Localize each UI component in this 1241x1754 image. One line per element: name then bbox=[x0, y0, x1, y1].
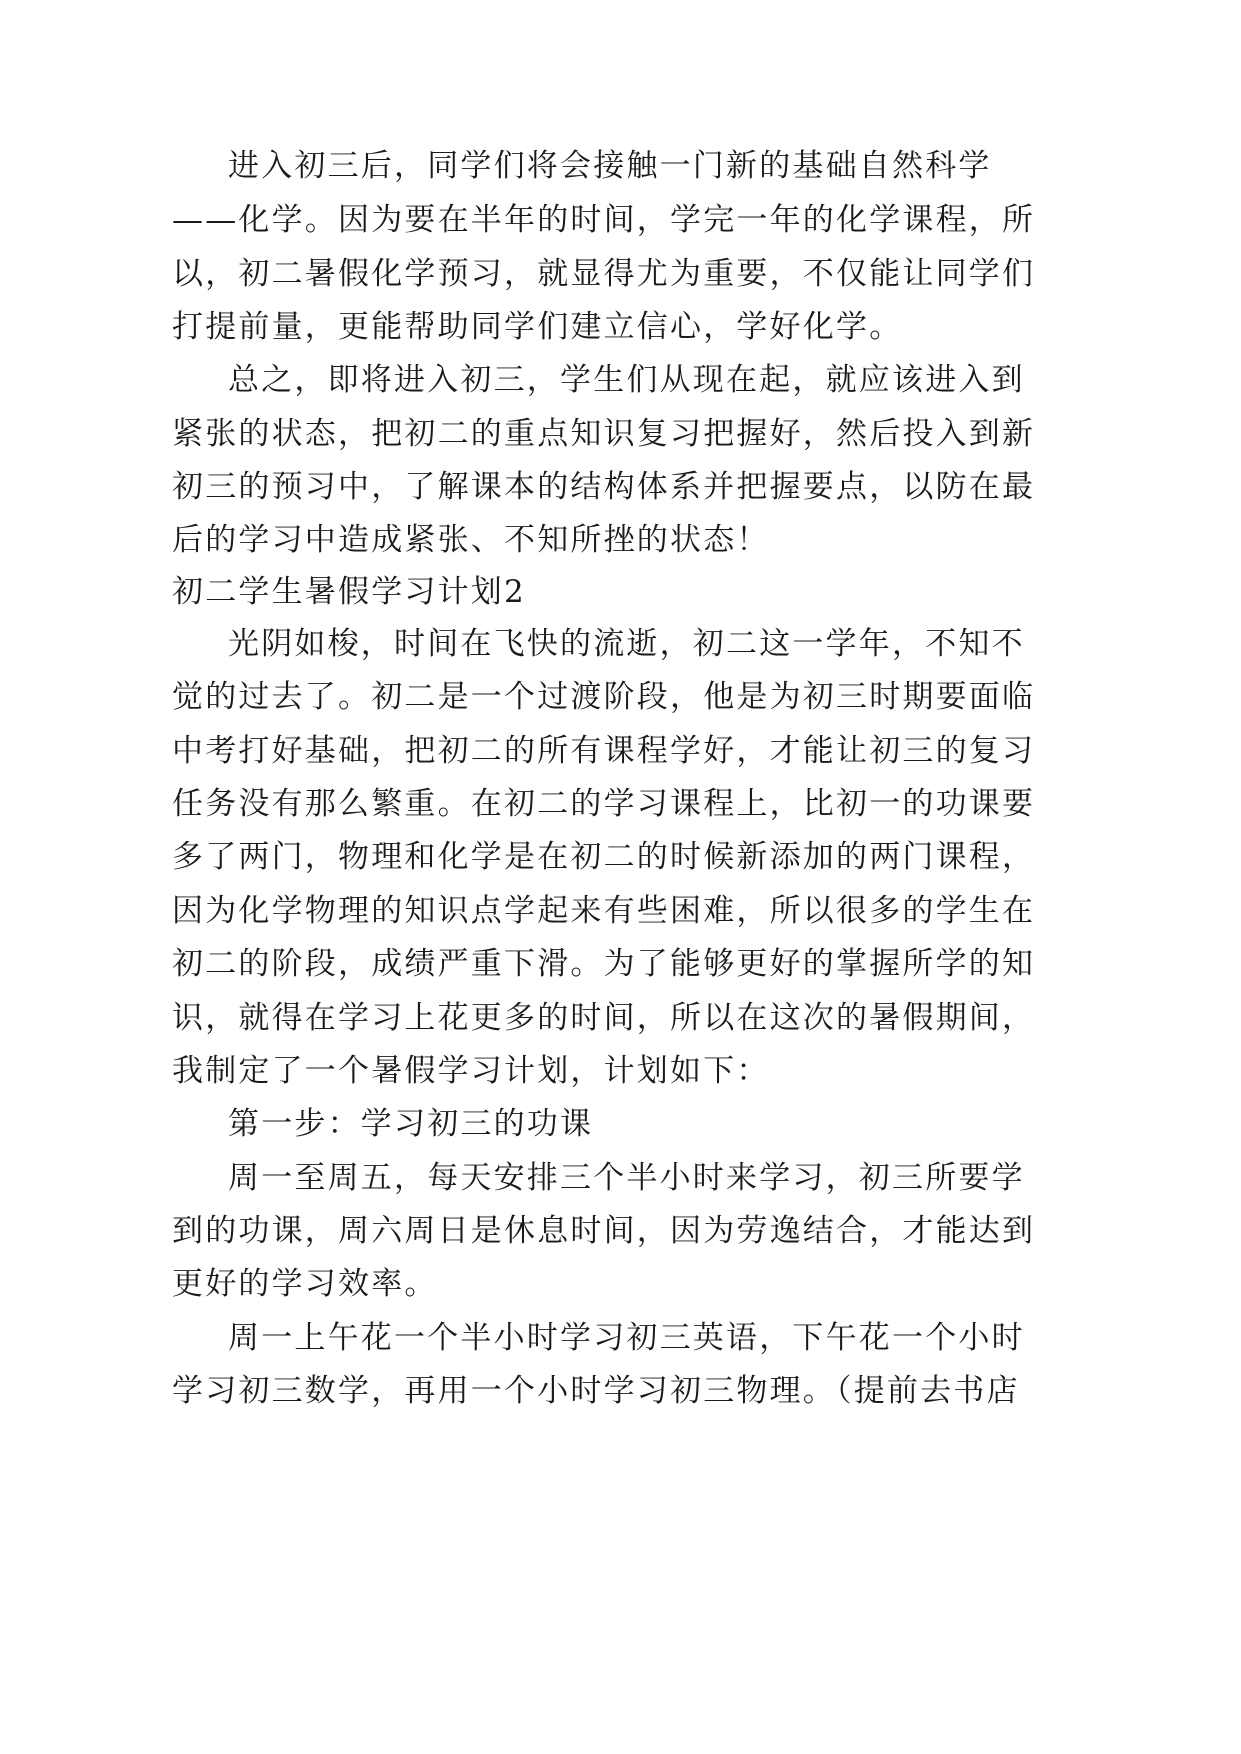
paragraph-5-line-1: 周一至周五，每天安排三个半小时来学习，初三所要学 bbox=[228, 1160, 1025, 1196]
paragraph-3-line-3: 中考打好基础，把初二的所有课程学好，才能让初三的复习 bbox=[172, 733, 1036, 769]
paragraph-2-line-4: 后的学习中造成紧张、不知所挫的状态！ bbox=[172, 522, 770, 558]
paragraph-5-line-3: 更好的学习效率。 bbox=[172, 1266, 438, 1302]
section-heading: 初二学生暑假学习计划2 bbox=[172, 574, 526, 610]
paragraph-5-line-2: 到的功课，周六周日是休息时间，因为劳逸结合，才能达到 bbox=[172, 1213, 1036, 1249]
step-heading: 第一步：学习初三的功课 bbox=[228, 1106, 594, 1142]
paragraph-3-line-6: 因为化学物理的知识点学起来有些困难，所以很多的学生在 bbox=[172, 893, 1036, 929]
paragraph-3-line-9: 我制定了一个暑假学习计划，计划如下： bbox=[172, 1053, 770, 1089]
paragraph-1-line-3: 以，初二暑假化学预习，就显得尤为重要，不仅能让同学们 bbox=[172, 256, 1036, 292]
paragraph-1-line-4: 打提前量，更能帮助同学们建立信心，学好化学。 bbox=[172, 309, 903, 345]
paragraph-1-line-1: 进入初三后，同学们将会接触一门新的基础自然科学 bbox=[228, 148, 992, 184]
paragraph-2-line-1: 总之，即将进入初三，学生们从现在起，就应该进入到 bbox=[228, 362, 1025, 398]
paragraph-2-line-3: 初三的预习中，了解课本的结构体系并把握要点，以防在最 bbox=[172, 469, 1036, 505]
paragraph-3-line-8: 识，就得在学习上花更多的时间，所以在这次的暑假期间， bbox=[172, 1000, 1036, 1036]
paragraph-3-line-4: 任务没有那么繁重。在初二的学习课程上，比初一的功课要 bbox=[172, 786, 1036, 822]
paragraph-3-line-2: 觉的过去了。初二是一个过渡阶段，他是为初三时期要面临 bbox=[172, 679, 1036, 715]
paragraph-2-line-2: 紧张的状态，把初二的重点知识复习把握好，然后投入到新 bbox=[172, 416, 1036, 452]
paragraph-3-line-1: 光阴如梭，时间在飞快的流逝，初二这一学年，不知不 bbox=[228, 626, 1025, 662]
paragraph-6-line-2: 学习初三数学，再用一个小时学习初三物理。（提前去书店 bbox=[172, 1373, 1020, 1409]
paragraph-3-line-5: 多了两门，物理和化学是在初二的时候新添加的两门课程， bbox=[172, 839, 1036, 875]
paragraph-3-line-7: 初二的阶段，成绩严重下滑。为了能够更好的掌握所学的知 bbox=[172, 946, 1036, 982]
paragraph-1-line-2: ——化学。因为要在半年的时间，学完一年的化学课程，所 bbox=[172, 202, 1036, 238]
paragraph-6-line-1: 周一上午花一个半小时学习初三英语，下午花一个小时 bbox=[228, 1320, 1025, 1356]
